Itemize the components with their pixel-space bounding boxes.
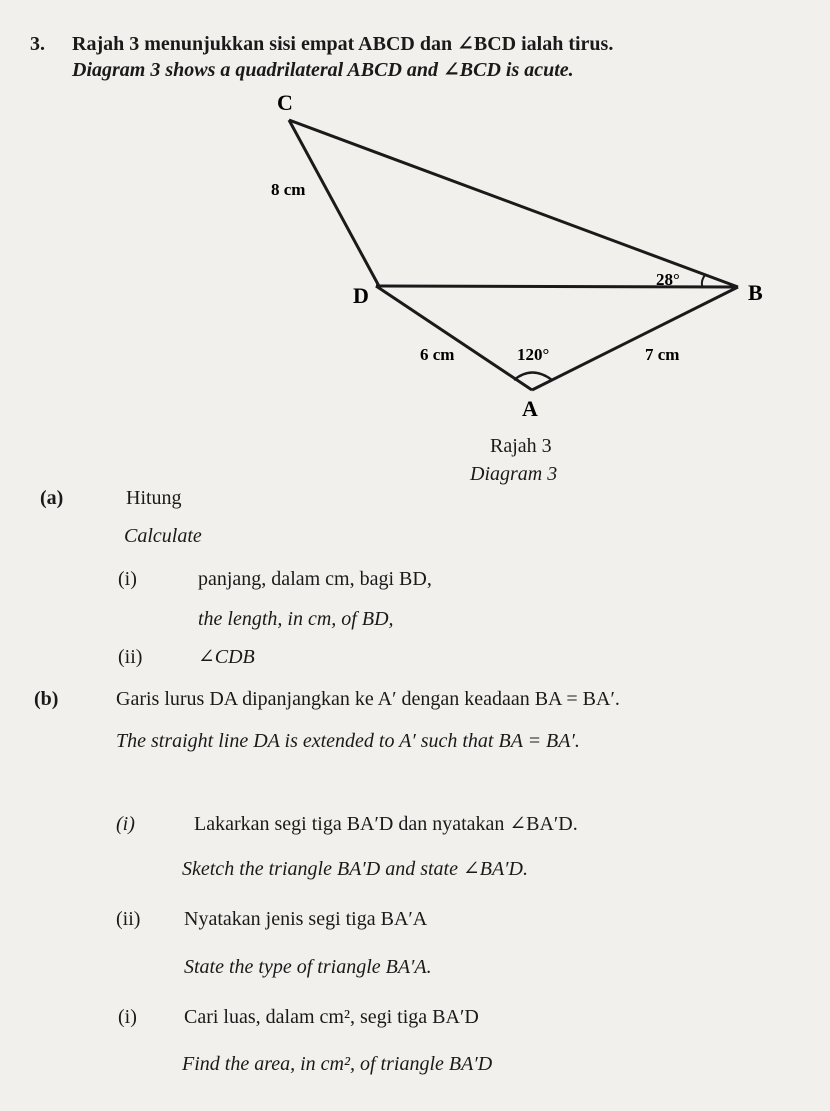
- part-b-text-en: The straight line DA is extended to A′ such that BA = BA′.: [116, 730, 580, 752]
- part-b-ii-ms: Nyatakan jenis segi tiga BA′A: [184, 908, 428, 930]
- label-cd-length: 8 cm: [271, 180, 306, 199]
- label-angle-b: 28°: [656, 270, 680, 289]
- part-a-i-ms: panjang, dalam cm, bagi BD,: [198, 568, 432, 590]
- side-cd: [289, 120, 380, 288]
- part-b-ii-en: State the type of triangle BA′A.: [184, 956, 432, 978]
- question-number: 3.: [30, 33, 45, 55]
- part-a-i-en: the length, in cm, of BD,: [198, 608, 394, 630]
- point-d: D: [353, 283, 369, 308]
- label-da-length: 6 cm: [420, 345, 455, 364]
- part-a-ii-text: ∠CDB: [198, 646, 255, 668]
- angle-a-arc: [514, 373, 552, 381]
- point-a: A: [522, 396, 538, 421]
- part-b-i-en: Sketch the triangle BA′D and state ∠BA′D.: [182, 858, 528, 880]
- side-da: [376, 286, 532, 390]
- part-b-i-ms: Lakarkan segi tiga BA′D dan nyatakan ∠BA′D.: [194, 813, 578, 835]
- diagonal-db: [376, 286, 738, 287]
- diagram-caption-en: Diagram 3: [470, 463, 558, 485]
- part-a-label: (a): [40, 487, 64, 509]
- part-b-text-ms: Garis lurus DA dipanjangkan ke A′ dengan keadaan BA = BA′.: [116, 688, 620, 710]
- side-ab: [532, 287, 738, 390]
- part-a-i-label: (i): [118, 568, 137, 590]
- label-ab-length: 7 cm: [645, 345, 680, 364]
- part-a-ii-label: (ii): [118, 646, 143, 668]
- question-intro-en: Diagram 3 shows a quadrilateral ABCD and ∠BCD is acute.: [72, 59, 574, 81]
- part-a-heading-ms: Hitung: [126, 487, 182, 509]
- diagram-caption-ms: Rajah 3: [490, 435, 552, 457]
- part-b-iii-ms: Cari luas, dalam cm², segi tiga BA′D: [184, 1006, 479, 1028]
- point-b: B: [748, 280, 763, 305]
- part-a-heading-en: Calculate: [124, 525, 202, 547]
- part-b-i-label: (i): [116, 813, 135, 835]
- part-b-iii-label: (i): [118, 1006, 137, 1028]
- part-b-iii-en: Find the area, in cm², of triangle BA′D: [182, 1053, 493, 1075]
- part-b-ii-label: (ii): [116, 908, 141, 930]
- part-b-label: (b): [34, 688, 59, 710]
- quadrilateral-diagram: [0, 0, 830, 480]
- question-intro-ms: Rajah 3 menunjukkan sisi empat ABCD dan ∠BCD ialah tirus.: [72, 33, 614, 55]
- side-cb: [289, 120, 738, 287]
- point-c: C: [277, 90, 293, 115]
- label-angle-a: 120°: [517, 345, 550, 364]
